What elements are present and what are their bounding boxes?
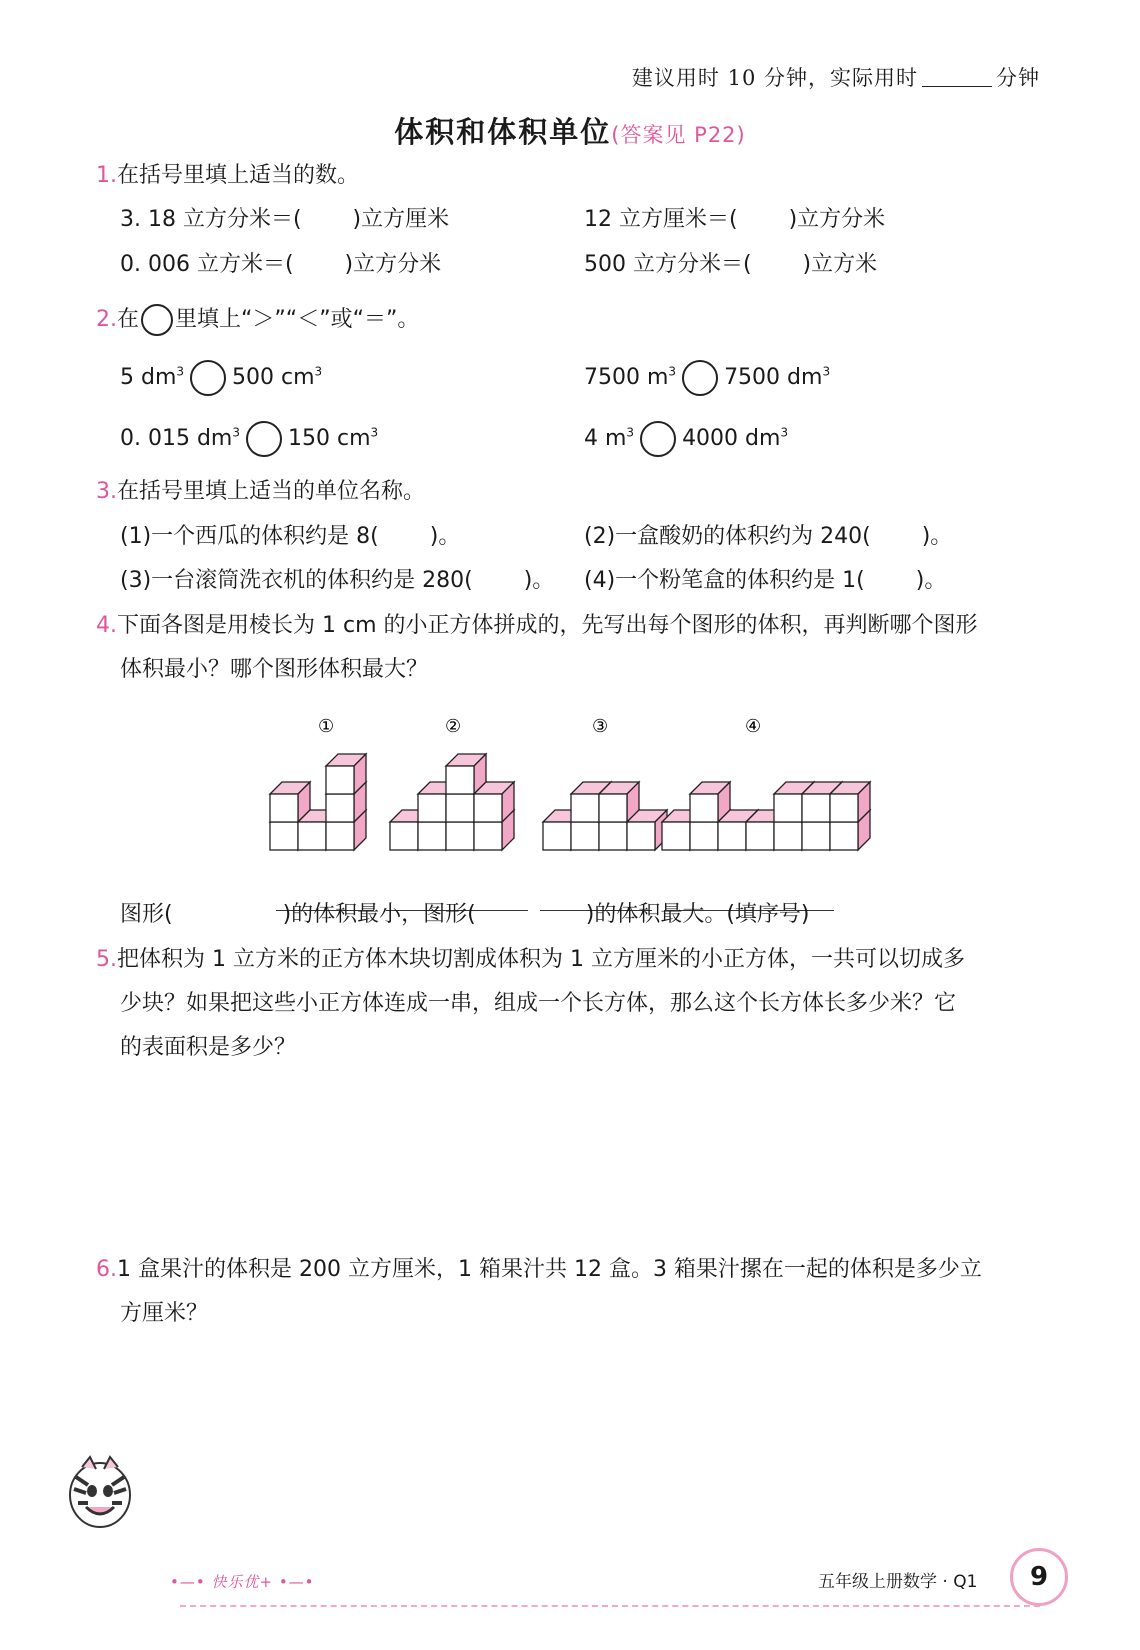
- exponent: 3: [176, 364, 185, 379]
- answer-reference: (答案见 P22): [611, 123, 746, 147]
- answer-circle[interactable]: [640, 421, 676, 457]
- time-suffix: 分钟: [996, 66, 1040, 90]
- q3-item-2: (2)一盒酸奶的体积约为 240( )。: [584, 524, 953, 549]
- q3-prompt-text: 在括号里填上适当的单位名称。: [117, 479, 426, 504]
- q4-fill-sentence: 图形( )的体积最小，图形( )的体积最大。(填序号): [120, 902, 810, 927]
- q3-item-3: (3)一台滚筒洗衣机的体积约是 280( )。: [120, 568, 555, 593]
- compare-left: 7500 m: [584, 365, 669, 390]
- exponent: 3: [780, 425, 789, 440]
- q2-number: 2.: [96, 307, 117, 332]
- q1-item-3: 0. 006 立方米＝( )立方分米: [120, 252, 442, 277]
- q4-prompt: [96, 611, 978, 641]
- figure-label: ④: [745, 716, 762, 737]
- compare-left: 5 dm: [120, 365, 177, 390]
- q1-prompt: [96, 161, 359, 191]
- q1-prompt-text: 在括号里填上适当的数。: [117, 163, 360, 188]
- zebra-mascot-icon: [62, 1455, 138, 1533]
- unit-cube: [627, 810, 667, 850]
- q3-item-4: (4)一个粉笔盒的体积约是 1( )。: [584, 568, 947, 593]
- figure-label: ②: [445, 716, 462, 737]
- q1-number: 1.: [96, 163, 117, 188]
- answer-circle[interactable]: [190, 360, 226, 396]
- exponent: 3: [314, 364, 323, 379]
- compare-right: 150 cm: [288, 426, 371, 451]
- compare-left: 4 m: [584, 426, 627, 451]
- cube-figures: [240, 700, 940, 890]
- q2-prompt-b: 里填上“＞”“＜”或“＝”。: [175, 307, 420, 332]
- q4-number: 4.: [96, 613, 117, 638]
- page-number: 9: [1010, 1548, 1068, 1606]
- answer-circle[interactable]: [246, 421, 282, 457]
- compare-right: 7500 dm: [724, 365, 823, 390]
- q1-item-2: 12 立方厘米＝( )立方分米: [584, 207, 886, 232]
- figure-label: ③: [592, 716, 609, 737]
- exponent: 3: [626, 425, 635, 440]
- q3-prompt: [96, 477, 425, 507]
- q6-number: 6.: [96, 1257, 117, 1282]
- compare-right: 4000 dm: [682, 426, 781, 451]
- figure-label: ①: [318, 716, 335, 737]
- brand-name: 快乐优+: [211, 1573, 274, 1591]
- q1-item-4: 500 立方分米＝( )立方米: [584, 252, 878, 277]
- q2-prompt-a: 在: [117, 307, 140, 332]
- time-blank[interactable]: [922, 66, 992, 87]
- q5-number: 5.: [96, 947, 117, 972]
- suggested-time: [632, 62, 1040, 92]
- q2-compare-4: [584, 421, 788, 457]
- book-title: 五年级上册数学 · Q1: [818, 1572, 978, 1592]
- q3-item-1: (1)一个西瓜的体积约是 8( )。: [120, 524, 461, 549]
- q4-line-1: 下面各图是用棱长为 1 cm 的小正方体拼成的，先写出每个图形的体积，再判断哪个图形: [117, 613, 978, 638]
- brand-label: •—• 快乐优+ •—•: [170, 1573, 315, 1591]
- unit-cube: [326, 754, 366, 794]
- q6-line-1: 1 盒果汁的体积是 200 立方厘米，1 箱果汁共 12 盒。3 箱果汁摞在一起的体积是多少立: [117, 1257, 982, 1282]
- q6-prompt: [96, 1255, 982, 1285]
- q3-number: 3.: [96, 479, 117, 504]
- compare-left: 0. 015 dm: [120, 426, 233, 451]
- q5-line-3: 的表面积是多少？: [120, 1035, 297, 1060]
- exponent: 3: [668, 364, 677, 379]
- q5-line-2: 少块？如果把这些小正方体连成一串，组成一个长方体，那么这个长方体长多少米？它: [120, 991, 957, 1016]
- unit-cube: [830, 782, 870, 822]
- q6-line-2: 方厘米？: [120, 1301, 209, 1326]
- q5-prompt: [96, 945, 965, 975]
- page-title: [0, 110, 1140, 151]
- q2-compare-1: [120, 360, 322, 396]
- time-prefix: 建议用时 10 分钟，实际用时: [631, 66, 918, 90]
- exponent: 3: [370, 425, 379, 440]
- q2-prompt: [96, 304, 419, 336]
- footer-divider: [180, 1605, 1040, 1607]
- circle-icon: [141, 304, 173, 336]
- exponent: 3: [822, 364, 831, 379]
- q4-line-2: 体积最小？哪个图形体积最大？: [120, 657, 429, 682]
- title-main: 体积和体积单位: [394, 115, 612, 149]
- exponent: 3: [232, 425, 241, 440]
- q1-item-1: 3. 18 立方分米＝( )立方厘米: [120, 207, 450, 232]
- q2-compare-2: [584, 360, 830, 396]
- q2-compare-3: [120, 421, 378, 457]
- compare-right: 500 cm: [232, 365, 315, 390]
- answer-circle[interactable]: [682, 360, 718, 396]
- unit-cube: [474, 782, 514, 822]
- q5-line-1: 把体积为 1 立方米的正方体木块切割成体积为 1 立方厘米的小正方体，一共可以切成多: [117, 947, 965, 972]
